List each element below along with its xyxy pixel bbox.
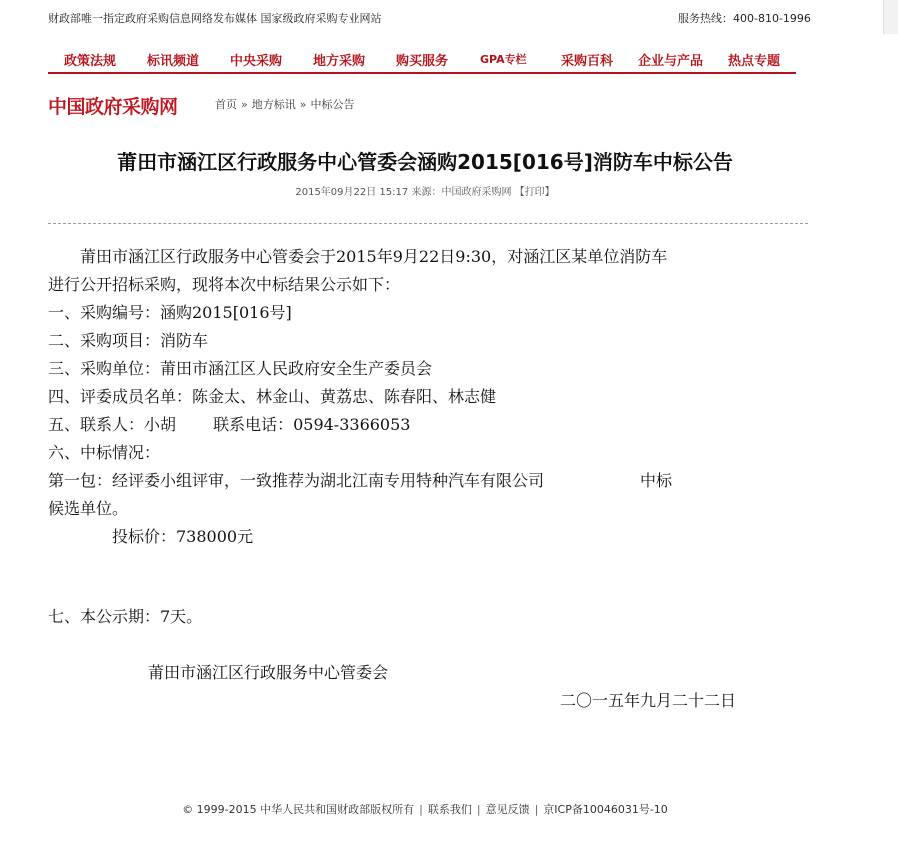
nav-item-hot-topics[interactable]: 热点专题 — [728, 54, 781, 69]
breadcrumb-separator: » — [241, 98, 248, 111]
article-meta — [0, 183, 850, 198]
nav-item-gpa[interactable]: GPA专栏 — [480, 53, 527, 66]
service-hotline: 服务热线：400-810-1996 — [678, 12, 811, 25]
feedback-link[interactable]: 意见反馈 — [485, 803, 530, 816]
article-date: 2015年09月22日 15:17 — [295, 187, 409, 198]
top-info-bar — [0, 0, 898, 34]
nav-item-local-procurement[interactable]: 地方采购 — [313, 54, 366, 69]
copyright-text: © 1999-2015 中华人民共和国财政部版权所有 — [182, 803, 415, 816]
issuer-signature: 莆田市涵江区行政服务中心管委会 — [148, 663, 389, 682]
scrollbar[interactable] — [883, 0, 898, 34]
body-line: 候选单位。 — [48, 499, 129, 518]
body-line: 莆田市涵江区行政服务中心管委会于2015年9月22日9:30，对涵江区某单位消防车 — [48, 247, 668, 266]
body-line: 一、采购编号：涵购2015[016号] — [48, 303, 292, 322]
article-source: 来源：中国政府采购网 — [411, 187, 512, 198]
article-title: 莆田市涵江区行政服务中心管委会涵购2015[016号]消防车中标公告 — [117, 150, 733, 174]
breadcrumb-award-notices[interactable]: 中标公告 — [310, 98, 355, 111]
breadcrumb-local-tenders[interactable]: 地方标讯 — [251, 98, 296, 111]
site-slogan: 财政部唯一指定政府采购信息网络发布媒体 国家级政府采购专业网站 — [48, 12, 382, 25]
body-line: 第一包：经评委小组评审，一致推荐为湖北江南专用特种汽车有限公司 中标 — [48, 471, 673, 490]
issue-date: 二〇一五年九月二十二日 — [560, 691, 737, 710]
site-logo[interactable]: 中国政府采购网 — [48, 96, 178, 118]
nav-item-enterprise-products[interactable]: 企业与产品 — [638, 54, 704, 69]
print-link[interactable]: 【打印】 — [514, 187, 555, 198]
nav-item-encyclopedia[interactable]: 采购百科 — [561, 54, 614, 69]
nav-item-tender-channel[interactable]: 标讯频道 — [147, 54, 200, 69]
breadcrumb-separator: » — [299, 98, 307, 111]
nav-item-purchase-services[interactable]: 购买服务 — [396, 54, 449, 69]
bid-price-line: 投标价：738000元 — [48, 527, 254, 546]
body-line: 三、采购单位：莆田市涵江区人民政府安全生产委员会 — [48, 359, 433, 378]
contact-link[interactable]: 联系我们 — [427, 803, 472, 816]
body-line: 七、本公示期：7天。 — [48, 607, 203, 626]
body-line: 五、联系人：小胡 联系电话：0594-3366053 — [48, 415, 411, 434]
breadcrumb-home[interactable]: 首页 — [215, 98, 237, 111]
body-line: 二、采购项目：消防车 — [48, 331, 209, 350]
body-line: 六、中标情况： — [48, 443, 161, 462]
body-line: 四、评委成员名单：陈金太、林金山、黄荔忠、陈春阳、林志健 — [48, 387, 497, 406]
footer: © 1999-2015 中华人民共和国财政部版权所有 | 联系我们 | 意见反馈 | 京ICP备10046031号-10 — [182, 803, 668, 816]
main-nav — [48, 46, 796, 74]
nav-item-central-procurement[interactable]: 中央采购 — [230, 54, 283, 69]
icp-link[interactable]: 京ICP备10046031号-10 — [543, 803, 668, 816]
content-divider — [48, 223, 808, 224]
breadcrumb — [215, 96, 354, 112]
body-line: 进行公开招标采购，现将本次中标结果公示如下： — [48, 275, 401, 294]
nav-item-policy[interactable]: 政策法规 — [64, 54, 117, 69]
